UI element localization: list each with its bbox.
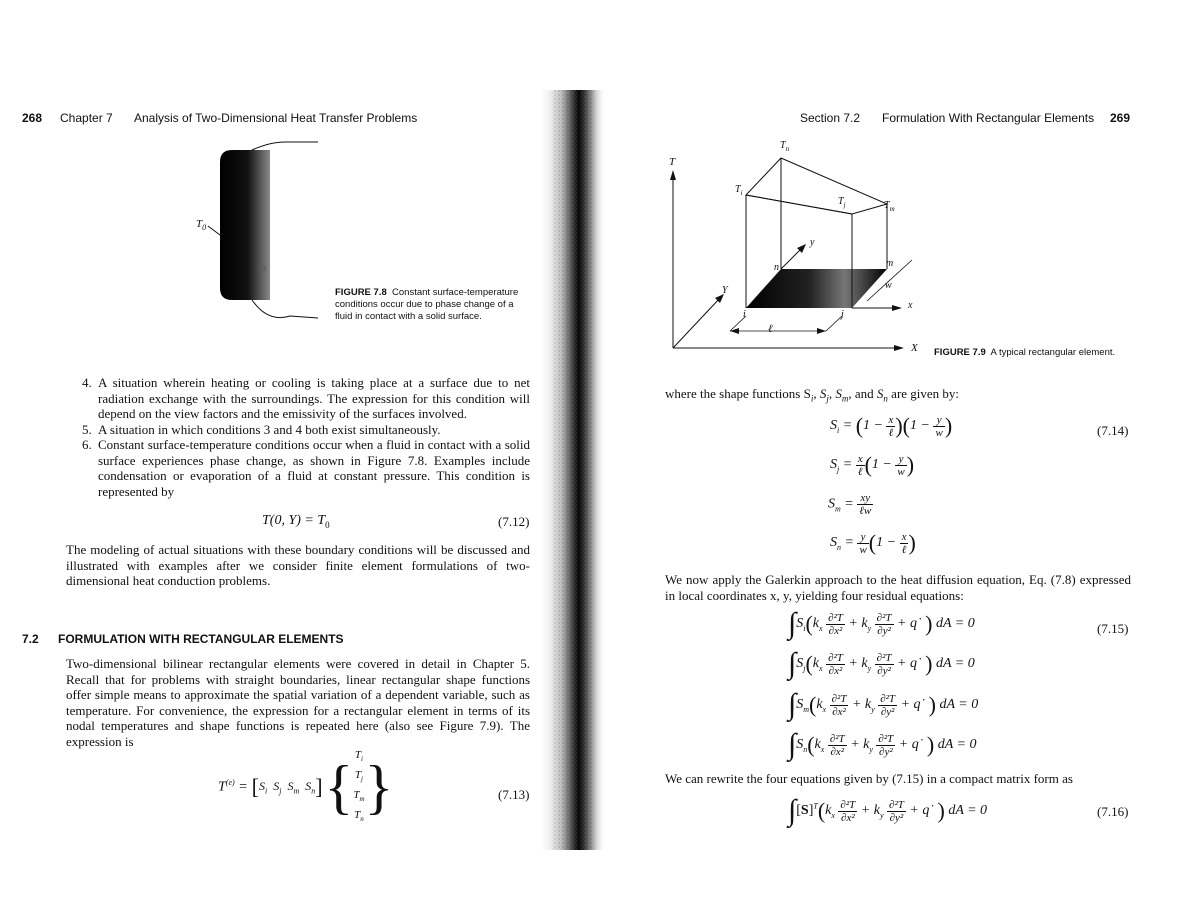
figure79-caption-id: FIGURE 7.9: [934, 347, 986, 358]
list-item: [82, 422, 530, 438]
temperature-surface: [746, 158, 887, 214]
element-surface: [746, 269, 887, 308]
condition-list: [82, 375, 530, 499]
shape-function-si: $S_i = (1$ − $\frac{x}{\text{ℓ}}$ )(1 − $\frac{y}{w}$ ): [830, 413, 953, 439]
figure-7-8: [190, 138, 330, 328]
global-y-axis: [673, 298, 720, 348]
equation-7-16-number: (7.16): [1097, 804, 1129, 819]
right-page-number: 269: [1110, 111, 1131, 125]
fig79-label-m: m: [886, 258, 894, 269]
local-y-axis: [781, 248, 802, 269]
fig79-label-j: j: [841, 309, 844, 320]
figure78-t0-label: $T_0$: [196, 218, 207, 233]
eq713-shape-row: $S_i$ $S_j$ $S_m$ $S_n$: [258, 778, 316, 796]
figure79-caption-text: A typical rectangular element.: [990, 347, 1116, 358]
list-item-number: 4.: [82, 375, 92, 390]
paragraph-boundary-modeling: The modeling of actual situations with these boundary conditions will be discussed and illustrated with examples after we consider finite element formulations of two-dimensional heat conduction problems.: [66, 542, 530, 588]
residual-equation-i: $\int S_i(k_x$ $\frac{\text{∂²T}}{\text{∂x²}}$ + $k_y$ $\frac{\text{∂²T}}{\text{∂y²}}$ + q˙ ) dA = 0: [788, 607, 975, 640]
fig79-label-n: n: [774, 262, 779, 273]
equation-7-12-number: (7.12): [498, 514, 530, 529]
eq713-temperature-column: $T_i$ $T_j$ $T_m$ $T_n$: [353, 748, 365, 824]
fig79-label-X: X: [911, 342, 918, 354]
fig79-label-Y: Y: [722, 285, 728, 296]
fig79-label-Ti: $T_i$: [735, 184, 743, 197]
solid-body: [220, 150, 270, 300]
list-item-number: 5.: [82, 421, 92, 437]
equation-7-16: $\int[S]^T(k_x$ $\frac{\text{∂²T}}{\text{∂x²}}$ + $k_y$ $\frac{\text{∂²T}}{\text{∂y²}}$ + q˙ ) dA = 0: [788, 794, 988, 827]
left-chapter-label: Chapter 7: [60, 111, 113, 125]
x-axis-arrow: [894, 345, 904, 351]
paragraph-galerkin: We now apply the Galerkin approach to the heat diffusion equation, Eq. (7.8) expressed in local coordinates x, y, yielding four residual equations:: [665, 572, 1131, 603]
list-item: [82, 375, 530, 422]
section-7-2-number: 7.2: [22, 632, 39, 646]
fluid-bottom-boundary: [252, 300, 318, 318]
t0-leader: [208, 226, 220, 235]
section-7-2-title: FORMULATION WITH RECTANGULAR ELEMENTS: [58, 632, 344, 646]
list-item-text: A situation in which conditions 3 and 4 both exist simultaneously.: [98, 421, 441, 437]
t-axis-arrow: [670, 170, 676, 180]
fig79-label-T: T: [669, 156, 676, 168]
paragraph-rectangular-elements: Two-dimensional bilinear rectangular elements were covered in detail in Chapter 5. Recall that for problems with straight boundaries, linear rectangular shape functions offer simple means to approximate the spatial variation of a dependent variable, such as temperature. For convenience, the expression for a rectangular element in terms of its nodal temperatures and shape functions is repeated here (also see Figure 7.9). The expression is: [66, 656, 530, 749]
list-item-text: A situation wherein heating or cooling is taking place at a surface due to net radiation exchange with the surroundings. The expression for this condition will depend on the view factors and the emissivity of the surfaces involved.: [98, 375, 530, 421]
figure-7-9: [660, 138, 930, 358]
left-page-number: 268: [22, 111, 43, 125]
book-gutter-shadow: [538, 90, 606, 850]
residual-equation-j: $\int S_j(k_x$ $\frac{\text{∂²T}}{\text{∂x²}}$ + $k_y$ $\frac{\text{∂²T}}{\text{∂y²}}$ + q˙ ) dA = 0: [788, 647, 975, 680]
figure78-caption-id: FIGURE 7.8: [335, 287, 387, 298]
figure78-caption: [335, 287, 527, 323]
fig79-label-w: w: [885, 280, 892, 291]
list-item-number: 6.: [82, 437, 92, 452]
equation-7-15-number: (7.15): [1097, 621, 1129, 636]
equation-7-13: $T^{(e)}$ = [ $S_i$ $S_j$ $S_m$ $S_n$ ] { $T_i$ $T_j$ $T_m$ $T_n$ }: [218, 752, 393, 822]
shape-function-sm: $S_m$ = $\frac{xy}{\text{ℓw}}$: [828, 492, 872, 517]
paragraph-matrix-form: We can rewrite the four equations given by (7.15) in a compact matrix form as: [665, 771, 1073, 786]
equation-7-14-number: (7.14): [1097, 423, 1129, 438]
fig79-label-y: y: [810, 237, 815, 248]
fig79-label-Tj: $T_j$: [838, 196, 846, 209]
figure78-caption-text: Constant surface-temperature conditions occur due to phase change of a fluid in contact with a solid surface.: [335, 287, 519, 322]
shape-function-sj: $S_j$ = $\frac{x}{\text{ℓ}}$ (1 − $\frac{y}{w}$ ): [830, 452, 915, 478]
left-running-title: Analysis of Two-Dimensional Heat Transfer Problems: [134, 111, 418, 125]
right-section-label: Section 7.2: [800, 111, 861, 125]
fig79-label-Tm: $T_m$: [884, 200, 895, 213]
figure78-x-mark: x: [262, 262, 267, 274]
equation-7-12: T(0, $Y) = T_0$: [262, 513, 330, 530]
list-item: [82, 437, 530, 499]
shape-function-sn: $S_n$ = $\frac{y}{w}$ (1 − $\frac{x}{\text{ℓ}}$ ): [830, 530, 916, 556]
eq713-lhs: $T^{(e)}$ =: [218, 778, 248, 795]
equation-7-13-number: (7.13): [498, 787, 530, 802]
right-running-title: Formulation With Rectangular Elements: [882, 111, 1095, 125]
fig79-label-x: x: [908, 300, 913, 311]
fig79-label-Tn: $T_n$: [780, 140, 790, 153]
residual-equation-n: $\int S_n(k_x$ $\frac{\text{∂²T}}{\text{∂x²}}$ + $k_y$ $\frac{\text{∂²T}}{\text{∂y²}}$ + q˙ ) dA = 0: [788, 728, 977, 761]
shape-functions-intro: where the shape functions $S_i$, $S_j$, $S_m$, and $S_n$ are given by:: [665, 386, 960, 404]
fig79-label-i: i: [743, 309, 746, 320]
figure79-caption: [934, 347, 1115, 358]
residual-equation-m: $\int S_m(k_x$ $\frac{\text{∂²T}}{\text{∂x²}}$ + $k_y$ $\frac{\text{∂²T}}{\text{∂y²}}$ + q˙ ) dA = 0: [788, 688, 979, 721]
fluid-top-boundary: [252, 142, 318, 150]
fig79-label-l: ℓ: [768, 323, 773, 335]
list-item-text: Constant surface-temperature conditions occur when a fluid in contact with a solid surface experiences phase change, as shown in Figure 7.8. Examples include condensation or evaporation of a fluid at constant pressure. This condition is represented by: [98, 437, 530, 499]
